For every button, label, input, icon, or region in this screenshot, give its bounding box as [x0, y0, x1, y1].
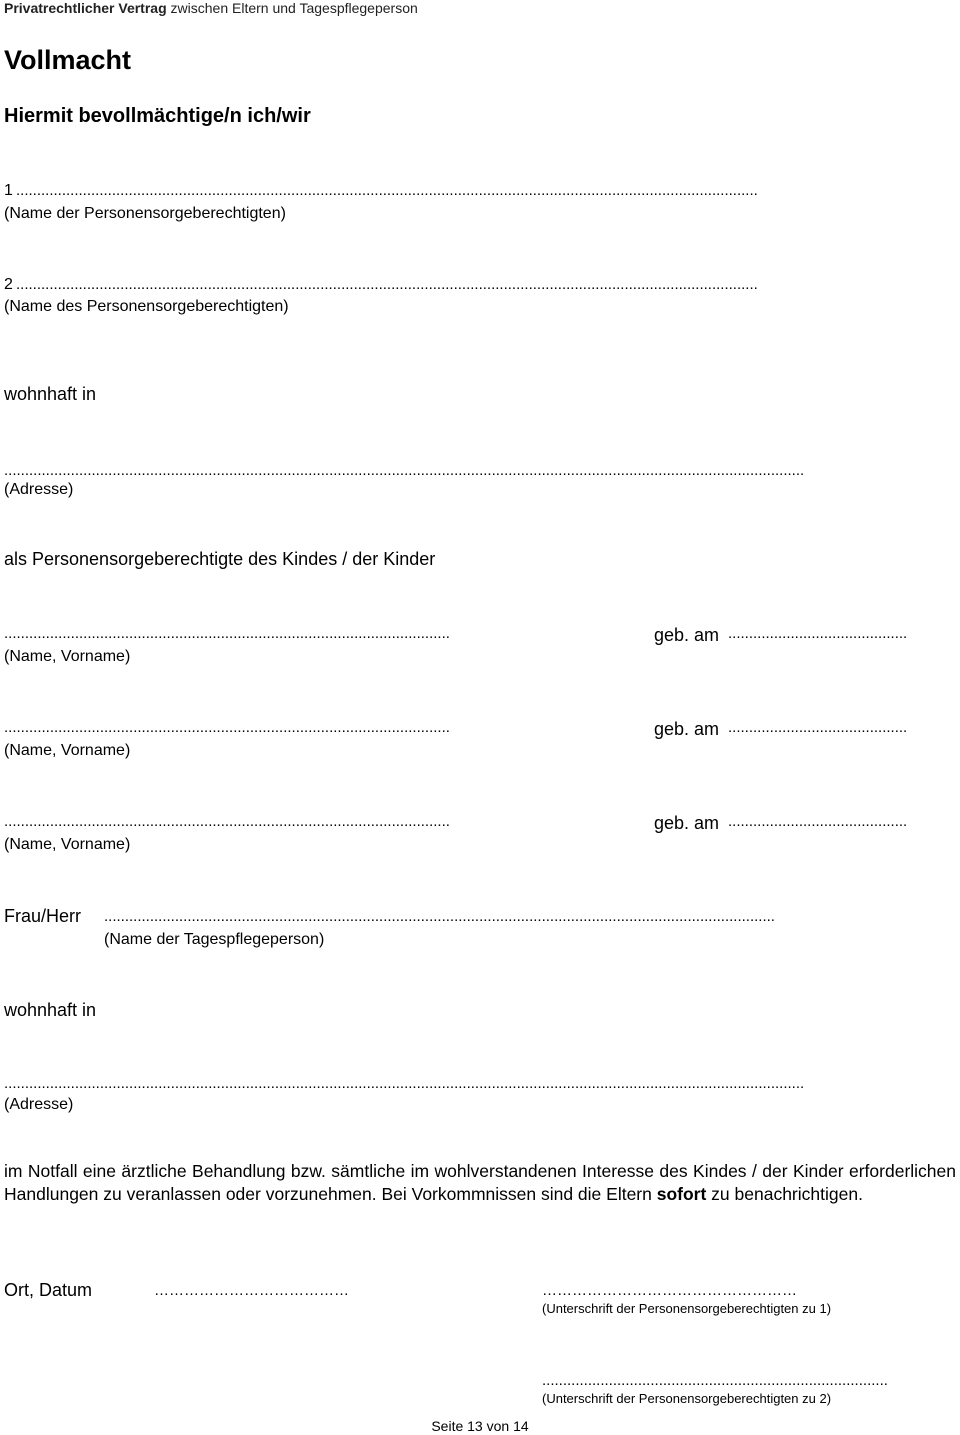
- place-date-field[interactable]: …………………………………: [154, 1282, 349, 1299]
- guardian2-field[interactable]: ..................................................................................................................................................................................: [16, 276, 758, 293]
- child3-born-label: geb. am: [654, 813, 720, 833]
- child1-born-field[interactable]: ...........................................: [728, 625, 908, 642]
- child1-name-field[interactable]: ...........................................................................................................: [4, 625, 450, 642]
- residence-label: wohnhaft in: [4, 384, 97, 404]
- child2-name-label: (Name, Vorname): [4, 742, 131, 759]
- guardian2-number: 2: [4, 276, 13, 293]
- children-intro: als Personensorgeberechtigte des Kindes / der Kinder: [4, 549, 436, 569]
- header-bold: Privatrechtlicher Vertrag: [4, 0, 167, 16]
- caregiver-residence-label: wohnhaft in: [4, 1000, 97, 1020]
- signature2-label: (Unterschrift der Personensorgeberechtigten zu 2): [542, 1391, 832, 1406]
- guardian1-label: (Name der Personensorgeberechtigten): [4, 205, 286, 222]
- residence-field[interactable]: ................................................................................................................................................................................................: [4, 462, 805, 479]
- child2-born-field[interactable]: ...........................................: [728, 719, 908, 736]
- child2-name-field[interactable]: ...........................................................................................................: [4, 719, 450, 736]
- signature1-field[interactable]: ……………………………………………: [542, 1282, 797, 1299]
- child3-name-label: (Name, Vorname): [4, 836, 131, 853]
- paragraph-emphasis: sofort: [656, 1183, 707, 1204]
- child1-name-label: (Name, Vorname): [4, 648, 131, 665]
- page-number: Seite 13 von 14: [431, 1418, 529, 1434]
- place-date-label: Ort, Datum: [4, 1280, 93, 1300]
- guardian1-field[interactable]: ..................................................................................................................................................................................: [16, 182, 758, 199]
- authorization-paragraph: [4, 1160, 956, 1205]
- signature2-field[interactable]: ...................................................................................: [542, 1372, 888, 1389]
- running-header: [4, 0, 418, 16]
- caregiver-address-label: (Adresse): [4, 1096, 74, 1113]
- header-rest: zwischen Eltern und Tagespflegeperson: [166, 0, 418, 16]
- document-title: Vollmacht: [4, 45, 132, 75]
- paragraph-text-2: zu benachrichtigen.: [706, 1183, 863, 1204]
- caregiver-residence-field[interactable]: ................................................................................................................................................................................................: [4, 1075, 805, 1092]
- child3-name-field[interactable]: ...........................................................................................................: [4, 813, 450, 830]
- caregiver-prefix: Frau/Herr: [4, 906, 82, 926]
- paragraph-text-1: im Notfall eine ärztliche Behandlung bzw. sämtliche im wohlverstandenen Interesse des Kindes / der Kinder erforderlichen Handlungen zu veranlassen oder vorzunehmen. Bei Vorkommnissen sind die Eltern: [4, 1161, 956, 1204]
- residence-address-label: (Adresse): [4, 481, 74, 498]
- caregiver-name-label: (Name der Tagespflegeperson): [104, 931, 325, 948]
- document-subtitle: Hiermit bevollmächtige/n ich/wir: [4, 105, 311, 127]
- caregiver-name-field[interactable]: .................................................................................................................................................................: [104, 908, 775, 925]
- signature1-label: (Unterschrift der Personensorgeberechtigten zu 1): [542, 1301, 832, 1316]
- guardian2-label: (Name des Personensorgeberechtigten): [4, 298, 289, 315]
- child1-born-label: geb. am: [654, 625, 720, 645]
- child2-born-label: geb. am: [654, 719, 720, 739]
- child3-born-field[interactable]: ...........................................: [728, 813, 908, 830]
- guardian1-number: 1: [4, 182, 13, 199]
